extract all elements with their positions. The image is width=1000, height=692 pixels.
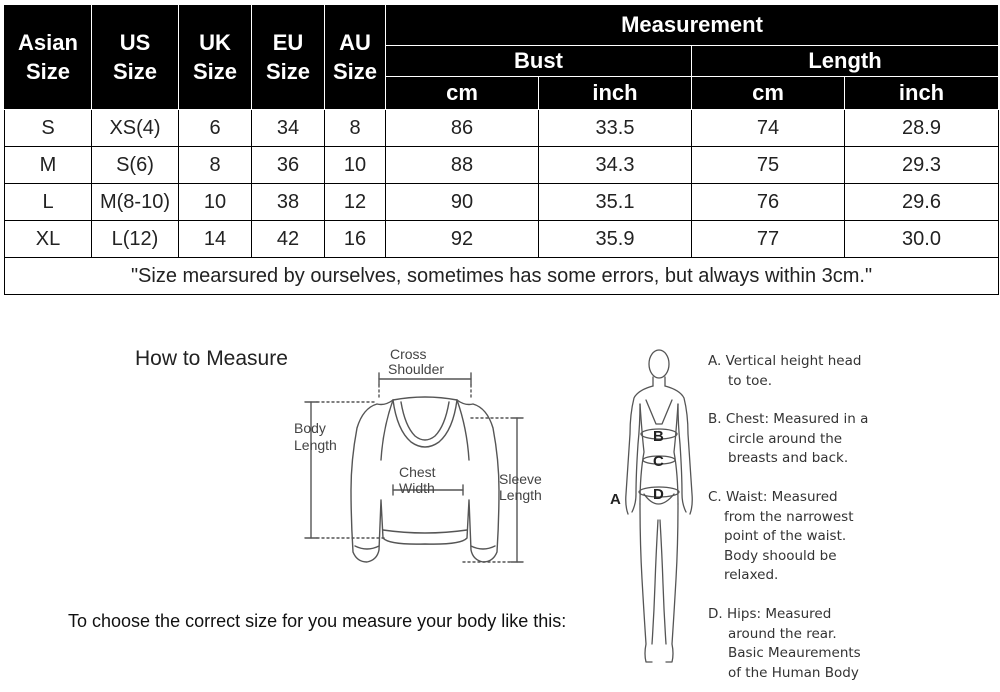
table-row xyxy=(5,110,999,147)
note-line: of the Human Body xyxy=(728,664,859,681)
table-cell: 35.9 xyxy=(539,221,692,258)
table-cell: L xyxy=(5,184,92,221)
header-length-cm: cm xyxy=(692,77,845,110)
table-cell: 35.1 xyxy=(539,184,692,221)
table-cell: 29.3 xyxy=(845,147,999,184)
note-c xyxy=(708,488,998,586)
note-line: to toe. xyxy=(728,372,772,389)
note-line: A. Vertical height head xyxy=(708,353,862,369)
measure-instruction: To choose the correct size for you measure your body like this: xyxy=(68,611,567,631)
table-cell: S xyxy=(5,110,92,147)
sweater-measure-diagram xyxy=(285,340,565,580)
note-line: D. Hips: Measured xyxy=(708,605,832,622)
note-line: relaxed. xyxy=(724,567,779,584)
body-length-label: Body xyxy=(294,420,326,436)
table-cell: 34 xyxy=(252,110,325,147)
table-cell: 8 xyxy=(179,147,252,184)
table-cell: 86 xyxy=(386,110,539,147)
table-cell: 38 xyxy=(252,184,325,221)
table-cell: 8 xyxy=(325,110,386,147)
header-length-inch: inch xyxy=(845,77,999,110)
header-au-size: AU Size xyxy=(325,5,386,110)
note-a xyxy=(708,352,998,391)
table-row xyxy=(5,147,999,184)
cross-shoulder-label-2: Shoulder xyxy=(388,361,445,377)
header-bust-cm: cm xyxy=(386,77,539,110)
table-cell: 36 xyxy=(252,147,325,184)
table-note-row xyxy=(5,258,999,295)
chest-width-label: Chest xyxy=(399,464,436,480)
table-cell: 30.0 xyxy=(845,221,999,258)
table-cell: 75 xyxy=(692,147,845,184)
table-cell: 88 xyxy=(386,147,539,184)
sleeve-length-label: Sleeve xyxy=(499,471,542,487)
header-asian-size: Asian Size xyxy=(5,5,92,110)
size-chart-table xyxy=(4,4,999,295)
body-label-d: D xyxy=(653,486,664,503)
human-body-illustration xyxy=(600,344,705,684)
table-row xyxy=(5,221,999,258)
table-cell: L(12) xyxy=(92,221,179,258)
header-eu-size: EU Size xyxy=(252,5,325,110)
table-cell: 76 xyxy=(692,184,845,221)
sweater-illustration xyxy=(285,340,565,580)
table-row xyxy=(5,184,999,221)
table-cell: 34.3 xyxy=(539,147,692,184)
table-cell: 10 xyxy=(179,184,252,221)
table-cell: M xyxy=(5,147,92,184)
header-uk-size: UK Size xyxy=(179,5,252,110)
body-label-b: B xyxy=(653,428,664,445)
table-cell: 90 xyxy=(386,184,539,221)
table-cell: 74 xyxy=(692,110,845,147)
table-cell: 33.5 xyxy=(539,110,692,147)
note-line: around the rear. xyxy=(728,625,837,642)
note-line: circle around the xyxy=(728,430,843,447)
note-d xyxy=(708,605,998,683)
table-cell: 28.9 xyxy=(845,110,999,147)
cross-shoulder-label: Cross xyxy=(390,346,427,362)
note-b xyxy=(708,410,998,469)
table-cell: M(8-10) xyxy=(92,184,179,221)
table-cell: 42 xyxy=(252,221,325,258)
header-measurement: Measurement xyxy=(386,5,999,46)
note-line: Basic Meaurements xyxy=(728,645,861,662)
table-cell: 29.6 xyxy=(845,184,999,221)
table-cell: 10 xyxy=(325,147,386,184)
how-to-measure-title: How to Measure xyxy=(135,347,288,370)
table-cell: 14 xyxy=(179,221,252,258)
body-length-label-2: Length xyxy=(294,437,337,453)
note-line: B. Chest: Measured in a xyxy=(708,411,869,428)
note-line: breasts and back. xyxy=(728,450,849,467)
table-cell: 6 xyxy=(179,110,252,147)
table-note: "Size mearsured by ourselves, sometimes has some errors, but always within 3cm." xyxy=(5,258,999,295)
note-line: Body shoould be xyxy=(724,547,837,564)
table-cell: 12 xyxy=(325,184,386,221)
table-cell: S(6) xyxy=(92,147,179,184)
header-length: Length xyxy=(692,46,999,77)
header-bust-inch: inch xyxy=(539,77,692,110)
measurement-notes xyxy=(708,352,998,683)
body-label-a: A xyxy=(610,491,621,508)
table-cell: XS(4) xyxy=(92,110,179,147)
table-cell: 77 xyxy=(692,221,845,258)
table-cell: XL xyxy=(5,221,92,258)
header-us-size: US Size xyxy=(92,5,179,110)
sleeve-length-label-2: Length xyxy=(499,487,542,503)
body-label-c: C xyxy=(653,453,664,470)
note-line: point of the waist. xyxy=(724,528,847,545)
header-bust: Bust xyxy=(386,46,692,77)
table-cell: 16 xyxy=(325,221,386,258)
chest-width-label-2: Width xyxy=(399,480,435,496)
note-line: from the narrowest xyxy=(724,508,854,525)
note-line: C. Waist: Measured xyxy=(708,488,838,505)
body-measure-diagram xyxy=(600,344,705,684)
table-cell: 92 xyxy=(386,221,539,258)
